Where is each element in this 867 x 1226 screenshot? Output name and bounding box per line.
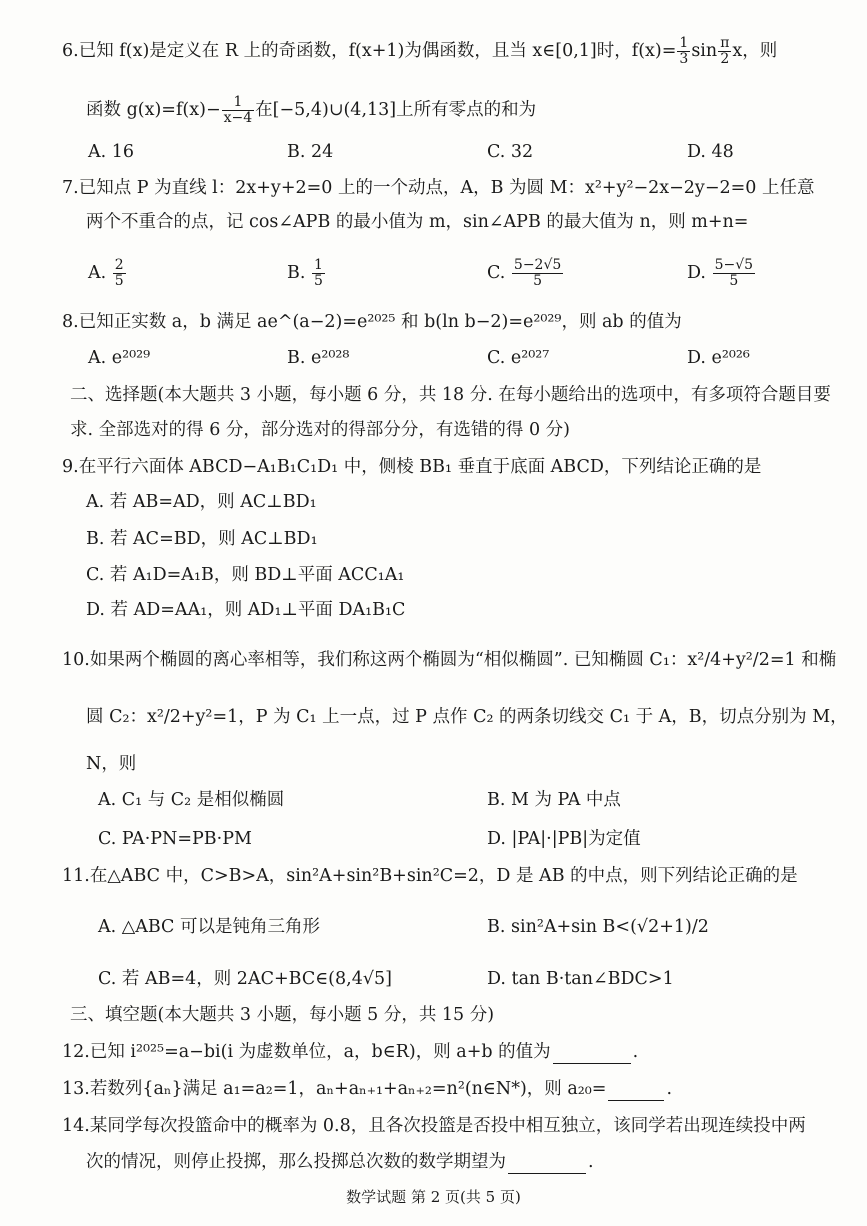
q10-line3: N，则 <box>86 754 137 774</box>
q6-option-a: A. 16 <box>88 142 135 162</box>
q12-answer-blank[interactable] <box>553 1046 631 1064</box>
q9-option-a: A. 若 AB=AD，则 AC⊥BD₁ <box>86 492 317 512</box>
q14-line1: 14.某同学每次投篮命中的概率为 0.8，且各次投篮是否投中相互独立，该同学若出现连续投中两 <box>62 1116 806 1136</box>
q11-option-b: B. sin²A+sin B<(√2+1)/2 <box>487 917 709 937</box>
q10-line1: 10.如果两个椭圆的离心率相等，我们称这两个椭圆为“相似椭圆”. 已知椭圆 C₁：x²/4+y²/2=1 和椭 <box>62 650 837 670</box>
q7-option-d: D. $\frac{5-√5}{5}$ <box>687 257 754 289</box>
q10-option-d: D. |PA|·|PB|为定值 <box>487 829 641 849</box>
q6-option-c: C. 32 <box>487 142 534 162</box>
q6-option-b: B. 24 <box>287 142 334 162</box>
q6-line1: 6.已知 f(x)是定义在 R 上的奇函数，f(x+1)为偶函数，且当 x∈[0,1]时，f(x)= $\frac{1}{3}$ sin $\frac{\pi}{2}$ x，则 <box>62 35 778 67</box>
q13-number: 13. <box>62 1079 90 1099</box>
q8-number: 8. <box>62 312 79 332</box>
q7-option-b: B. $\frac{1}{5}$ <box>287 257 323 289</box>
q6-line2: 函数 g(x)=f(x)− $\frac{1}{x-4}$ 在[−5,4)∪(4,13]上所有零点的和为 <box>86 94 537 126</box>
q8-option-a: A. e²⁰²⁹ <box>88 348 151 368</box>
q7-number: 7. <box>62 178 79 198</box>
q8-option-b: B. e²⁰²⁸ <box>287 348 350 368</box>
page-footer: 数学试题 第 2 页(共 5 页) <box>346 1188 521 1206</box>
q8-line: 8.已知正实数 a，b 满足 ae^(a−2)=e²⁰²⁵ 和 b(ln b−2)=e²⁰²⁹，则 ab 的值为 <box>62 312 682 332</box>
q6-option-d: D. 48 <box>687 142 734 162</box>
q6-number: 6. <box>62 41 79 61</box>
section2-heading-line1: 二、选择题(本大题共 3 小题，每小题 6 分，共 18 分. 在每小题给出的选项中，有多项符合题目要 <box>70 385 831 405</box>
q10-option-a: A. C₁ 与 C₂ 是相似椭圆 <box>98 790 285 810</box>
q7-option-a: A. $\frac{2}{5}$ <box>88 257 124 289</box>
section2-heading-line2: 求. 全部选对的得 6 分，部分选对的得部分分，有选错的得 0 分) <box>70 420 570 440</box>
q9-option-d: D. 若 AD=AA₁，则 AD₁⊥平面 DA₁B₁C <box>86 600 406 620</box>
q11-option-d: D. tan B·tan∠BDC>1 <box>487 969 674 989</box>
q9-option-b: B. 若 AC=BD，则 AC⊥BD₁ <box>86 529 318 549</box>
q11-option-a: A. △ABC 可以是钝角三角形 <box>98 917 320 937</box>
q13-answer-blank[interactable] <box>608 1083 664 1101</box>
q10-option-c: C. PA·PN=PB·PM <box>98 829 252 849</box>
section3-heading: 三、填空题(本大题共 3 小题，每小题 5 分，共 15 分) <box>70 1005 495 1025</box>
q6-frac2: $\frac{\pi}{2}$ <box>720 35 730 67</box>
q12-number: 12. <box>62 1042 90 1062</box>
q8-option-c: C. e²⁰²⁷ <box>487 348 550 368</box>
q8-option-d: D. e²⁰²⁶ <box>687 348 750 368</box>
q14-answer-blank[interactable] <box>508 1156 586 1174</box>
q9-line: 9.在平行六面体 ABCD−A₁B₁C₁D₁ 中，侧棱 BB₁ 垂直于底面 ABCD，下列结论正确的是 <box>62 457 762 477</box>
q12-line: 12.已知 i²⁰²⁵=a−bi(i 为虚数单位，a，b∈R)，则 a+b 的值为 . <box>62 1042 639 1062</box>
q6-frac3: $\frac{1}{x-4}$ <box>223 94 253 126</box>
q14-number: 14. <box>62 1116 90 1136</box>
q14-line2: 次的情况，则停止投掷，那么投掷总次数的数学期望为 . <box>86 1152 594 1172</box>
q10-option-b: B. M 为 PA 中点 <box>487 790 621 810</box>
q11-line: 11.在△ABC 中，C>B>A，sin²A+sin²B+sin²C=2，D 是 AB 的中点，则下列结论正确的是 <box>62 866 798 886</box>
q9-option-c: C. 若 A₁D=A₁B，则 BD⊥平面 ACC₁A₁ <box>86 565 405 585</box>
q7-line2: 两个不重合的点，记 cos∠APB 的最小值为 m，sin∠APB 的最大值为 n，则 m+n= <box>86 212 749 232</box>
q11-option-c: C. 若 AB=4，则 2AC+BC∈(8,4√5] <box>98 969 392 989</box>
q7-option-c: C. $\frac{5-2√5}{5}$ <box>487 257 562 289</box>
q10-number: 10. <box>62 650 90 670</box>
q7-line1: 7.已知点 P 为直线 l：2x+y+2=0 上的一个动点，A，B 为圆 M：x²+y²−2x−2y−2=0 上任意 <box>62 178 815 198</box>
q9-number: 9. <box>62 457 79 477</box>
q13-line: 13.若数列{aₙ}满足 a₁=a₂=1，aₙ+aₙ₊₁+aₙ₊₂=n²(n∈N*)，则 a₂₀= . <box>62 1079 673 1099</box>
q6-frac1: $\frac{1}{3}$ <box>679 35 689 67</box>
q11-number: 11. <box>62 866 90 886</box>
q10-line2: 圆 C₂：x²/2+y²=1，P 为 C₁ 上一点，过 P 点作 C₂ 的两条切线交 C₁ 于 A，B，切点分别为 M， <box>86 707 848 727</box>
